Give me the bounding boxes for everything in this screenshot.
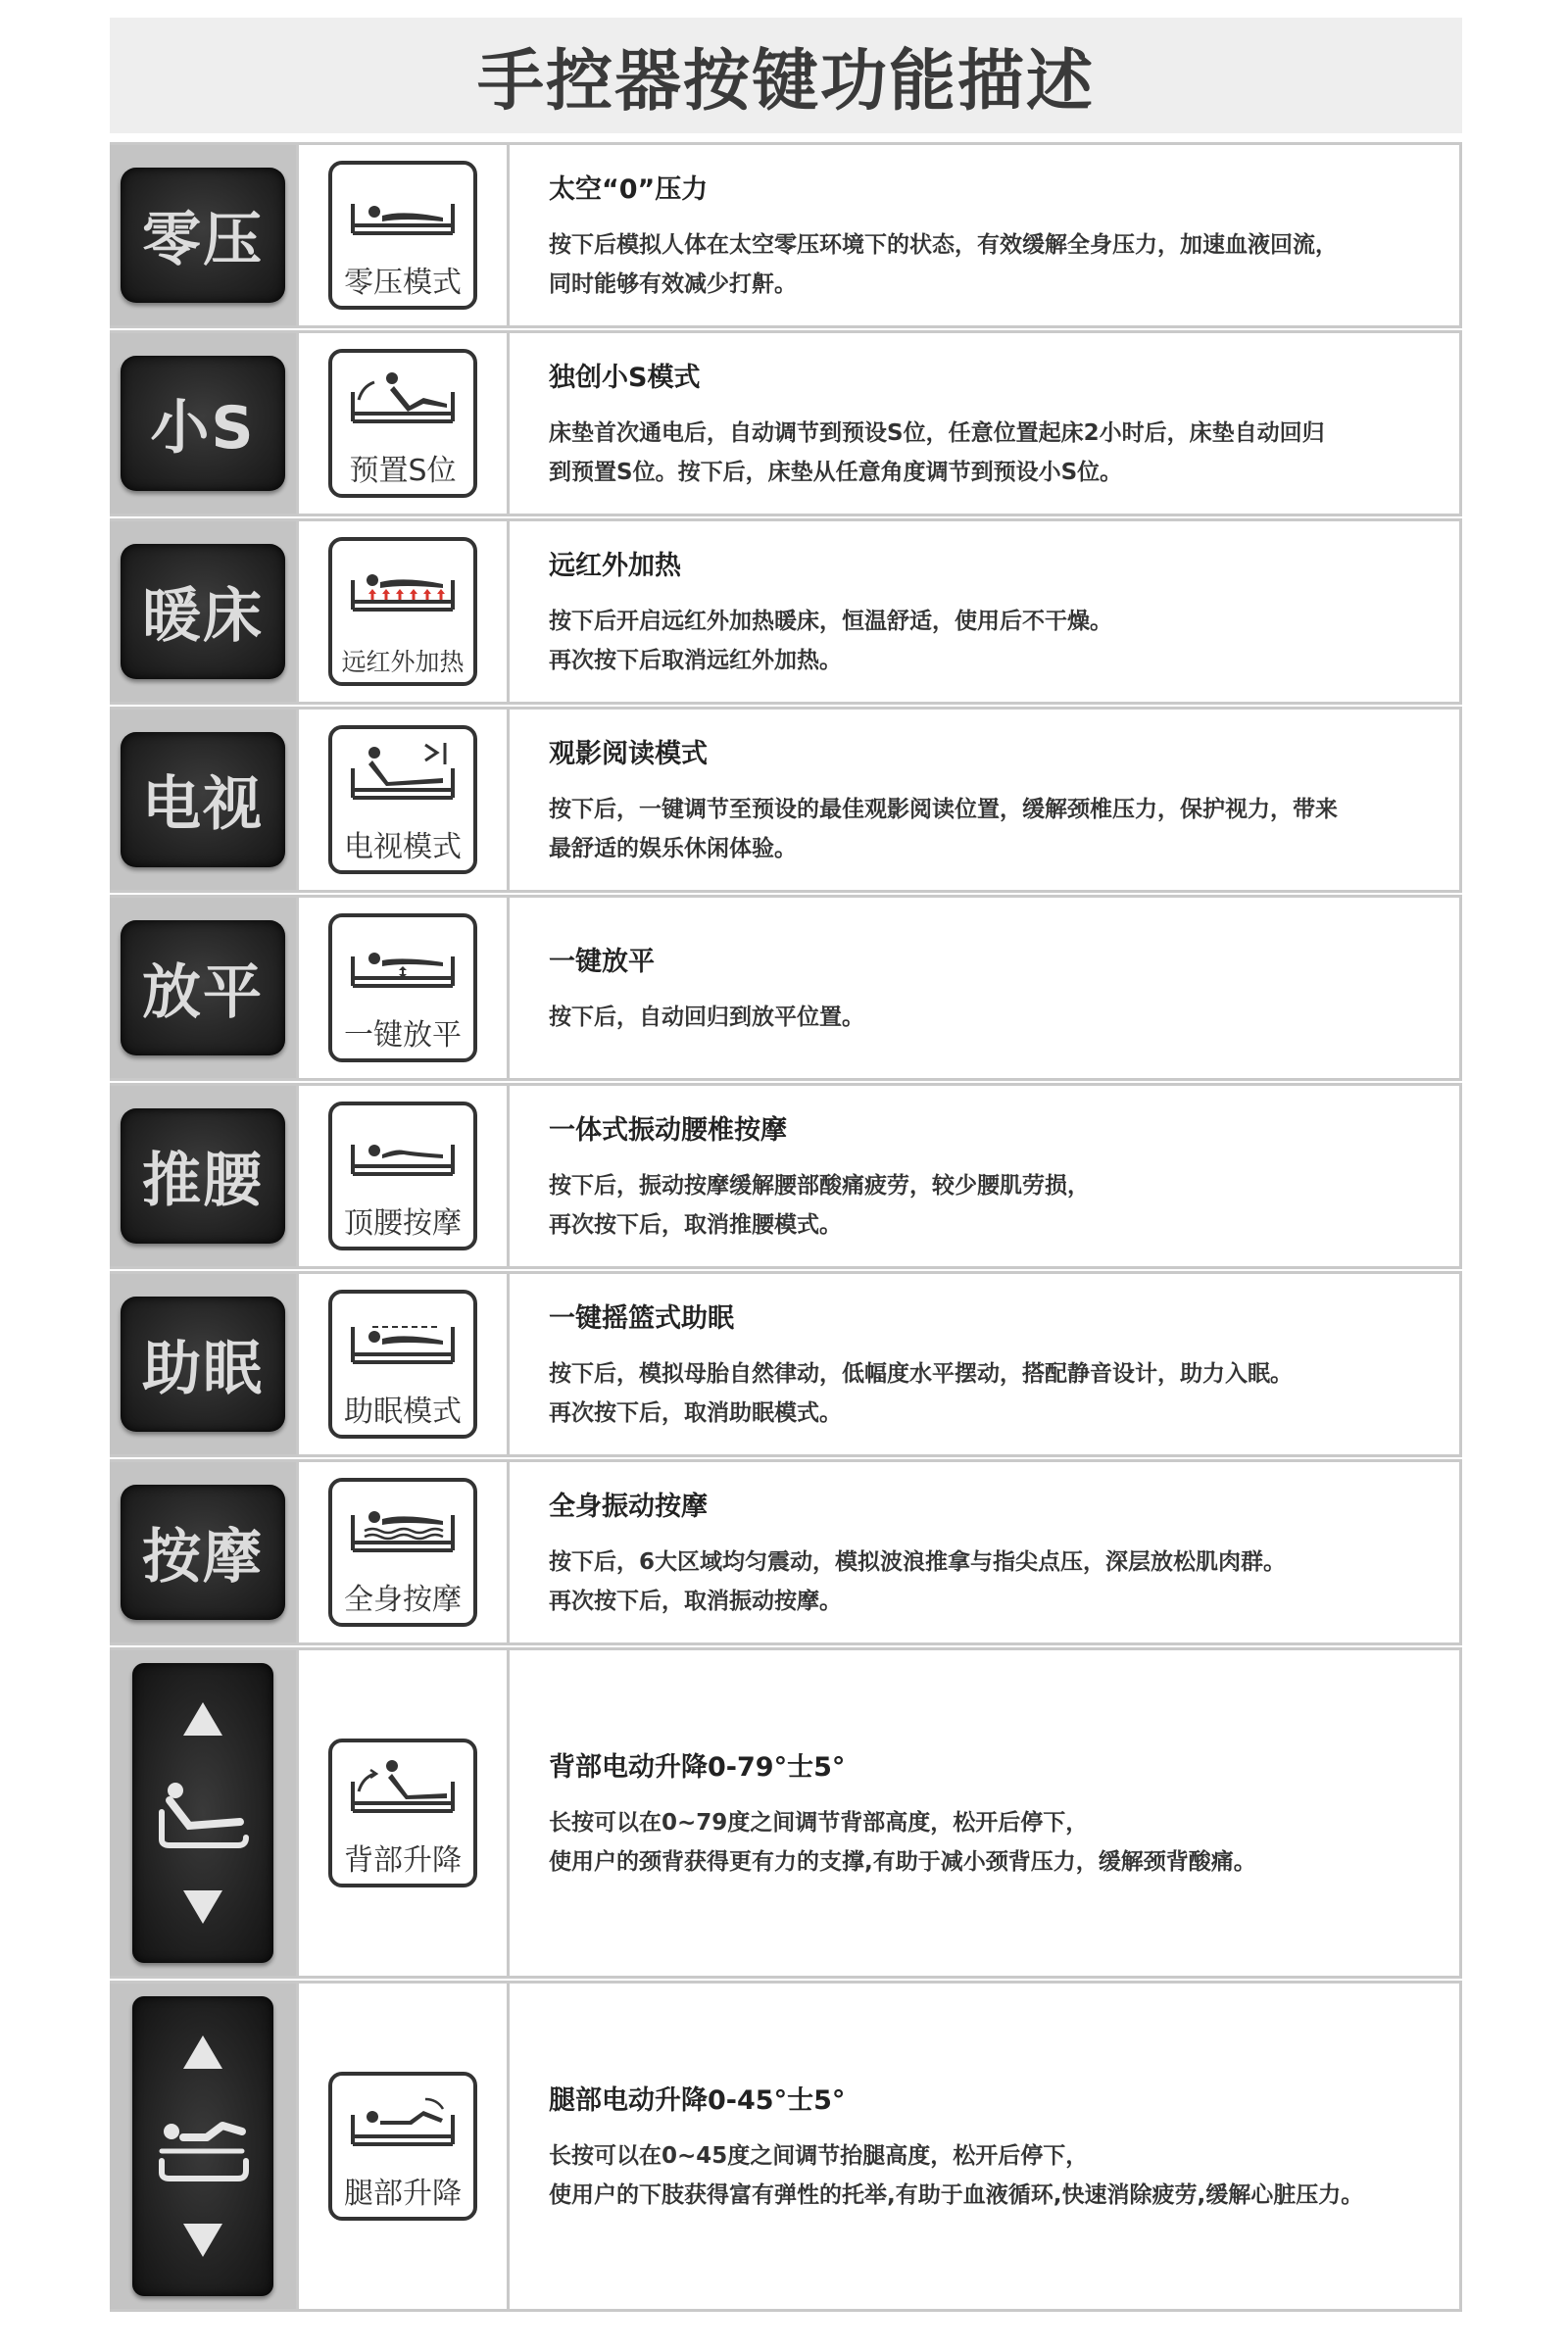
function-row-heating (110, 518, 1462, 705)
leg-lift-rocker-button[interactable] (132, 1996, 273, 2296)
function-row-sleep-aid (110, 1271, 1462, 1457)
page-title: 手控器按键功能描述 (476, 42, 1095, 121)
tv-reading-bed-icon: 电视模式 (328, 725, 477, 874)
s-position-button[interactable]: 小S (121, 356, 285, 491)
function-description: 按下后，一键调节至预设的最佳观影阅读位置，缓解颈椎压力，保护视力，带来 最舒适的娱乐休闲体验。 (549, 796, 1338, 861)
zero-gravity-button[interactable]: 零压 (121, 168, 285, 303)
full-body-massage-bed-icon: 全身按摩 (328, 1478, 477, 1627)
function-row-flat (110, 895, 1462, 1081)
zero-gravity-bed-icon: 零压模式 (328, 161, 477, 310)
function-title: 一键摇篮式助眠 (549, 1302, 734, 1334)
function-description: 长按可以在0~79度之间调节背部高度，松开后停下， 使用户的颈背获得更有力的支撑,有助于减小颈背压力，缓解颈背酸痛。 (549, 1809, 1256, 1875)
function-row-lumbar (110, 1083, 1462, 1269)
leg-lift-bed-icon: 腿部升降 (328, 2072, 477, 2221)
function-description: 按下后开启远红外加热暖床，恒温舒适，使用后不干燥。 再次按下后取消远红外加热。 (549, 608, 1112, 673)
arrow-up-icon[interactable] (183, 1702, 222, 1736)
arrow-up-icon[interactable] (183, 2035, 222, 2069)
function-title: 远红外加热 (549, 550, 681, 581)
arrow-down-icon[interactable] (183, 1890, 222, 1924)
back-lift-bed-icon: 背部升降 (328, 1739, 477, 1887)
function-title: 一体式振动腰椎按摩 (549, 1114, 787, 1146)
arrow-down-icon[interactable] (183, 2224, 222, 2257)
function-title: 腿部电动升降0-45°士5° (549, 2084, 846, 2116)
function-description: 按下后模拟人体在太空零压环境下的状态，有效缓解全身压力，加速血液回流， 同时能够有效减少打鼾。 (549, 231, 1338, 297)
function-title: 观影阅读模式 (549, 738, 708, 769)
sleep-aid-bed-icon: 助眠模式 (328, 1290, 477, 1439)
function-row-leg-lift (110, 1981, 1462, 2312)
back-lift-rocker-button[interactable] (132, 1663, 273, 1963)
lumbar-button[interactable]: 推腰 (121, 1108, 285, 1244)
function-description: 长按可以在0~45度之间调节抬腿高度，松开后停下， 使用户的下肢获得富有弹性的托举,有助于血液循环,快速消除疲劳,缓解心脏压力。 (549, 2142, 1364, 2208)
infrared-heating-bed-icon: 远红外加热 (328, 537, 477, 686)
s-position-bed-icon: 预置S位 (328, 349, 477, 498)
function-title: 一键放平 (549, 946, 655, 977)
function-row-s-position (110, 330, 1462, 516)
function-description: 按下后，模拟母胎自然律动，低幅度水平摆动，搭配静音设计，助力入眠。 再次按下后，取消助眠模式。 (549, 1360, 1293, 1426)
flat-button[interactable]: 放平 (121, 920, 285, 1055)
function-row-back-lift (110, 1647, 1462, 1979)
function-title: 背部电动升降0-79°士5° (549, 1751, 846, 1783)
function-description: 按下后，6大区域均匀震动，模拟波浪推拿与指尖点压，深层放松肌肉群。 再次按下后，取消振动按摩。 (549, 1548, 1287, 1614)
function-title: 独创小S模式 (549, 362, 701, 393)
function-description: 按下后，自动回归到放平位置。 (549, 1004, 864, 1030)
function-description: 床垫首次通电后，自动调节到预设S位，任意位置起床2小时后，床垫自动回归 到预置S位。按下后，床垫从任意角度调节到预设小S位。 (549, 419, 1325, 485)
function-title: 全身振动按摩 (549, 1491, 708, 1522)
massage-button[interactable]: 按摩 (121, 1485, 285, 1620)
back-lift-symbol-icon (154, 1769, 252, 1857)
lumbar-massage-bed-icon: 顶腰按摩 (328, 1102, 477, 1250)
function-row-massage (110, 1459, 1462, 1645)
tv-button[interactable]: 电视 (121, 732, 285, 867)
leg-lift-symbol-icon (154, 2102, 252, 2190)
function-row-tv (110, 707, 1462, 893)
function-title: 太空“0”压力 (549, 173, 709, 205)
flat-bed-icon: 一键放平 (328, 913, 477, 1062)
heating-button[interactable]: 暖床 (121, 544, 285, 679)
function-description: 按下后，振动按摩缓解腰部酸痛疲劳，较少腰肌劳损， 再次按下后，取消推腰模式。 (549, 1172, 1090, 1238)
page-title-bar (110, 18, 1462, 133)
sleep-aid-button[interactable]: 助眠 (121, 1297, 285, 1432)
function-row-zero-gravity (110, 142, 1462, 328)
